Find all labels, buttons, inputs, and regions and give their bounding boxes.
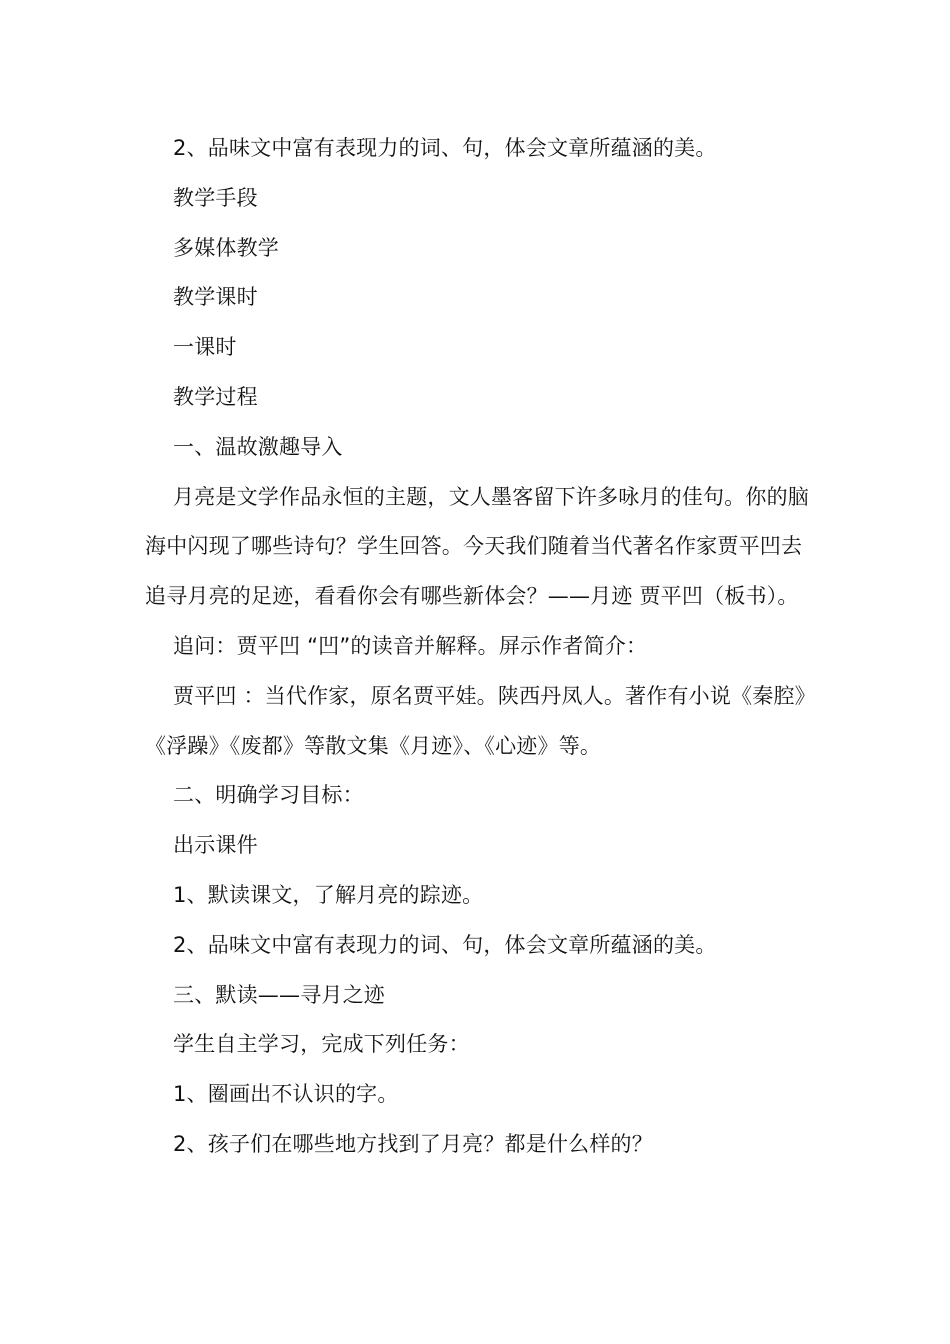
class-hours-paragraph: 一课时 — [173, 335, 237, 360]
show-courseware-paragraph: 出示课件 — [173, 833, 258, 858]
intro-paragraph: 月亮是文学作品永恒的主题，文人墨客留下许多咏月的佳句。你的脑海中闪现了哪些诗句？学生回答。今天我们随着当代著名作家贾平凹去追寻月亮的足迹，看看你会有哪些新体会？——月迹 贾平凹（板书）。 — [145, 484, 809, 609]
follow-up-paragraph: 追问：贾平凹 “凹”的读音并解释。屏示作者简介： — [173, 633, 648, 658]
author-intro-paragraph: 贾平凹 ：当代作家，原名贾平娃。陕西丹凤人。著作有小说《秦腔》《浮躁》《废都》等散文集《月迹》、《心迹》等。 — [145, 683, 806, 758]
goal-2-paragraph: 2、品味文中富有表现力的词、句，体会文章所蕴涵的美。 — [173, 136, 717, 160]
section-1-heading: 一、温故激趣导入 — [173, 434, 343, 459]
self-study-paragraph: 学生自主学习，完成下列任务： — [173, 1032, 470, 1057]
task-2-paragraph: 2、孩子们在哪些地方找到了月亮？都是什么样的？ — [173, 1131, 653, 1156]
objective-1-paragraph: 1、默读课文，了解月亮的踪迹。 — [173, 882, 484, 907]
section-3-heading: 三、默读——寻月之迹 — [173, 982, 385, 1007]
task-1-paragraph: 1、圈画出不认识的字。 — [173, 1082, 399, 1107]
heading-teaching-process: 教学过程 — [173, 384, 258, 409]
document-body — [145, 124, 810, 1170]
heading-teaching-means: 教学手段 — [173, 185, 258, 210]
heading-class-hours: 教学课时 — [173, 285, 258, 310]
teaching-means-paragraph: 多媒体教学 — [173, 235, 279, 260]
section-2-heading: 二、明确学习目标： — [173, 783, 364, 808]
objective-2-paragraph: 2、品味文中富有表现力的词、句，体会文章所蕴涵的美。 — [173, 932, 717, 957]
